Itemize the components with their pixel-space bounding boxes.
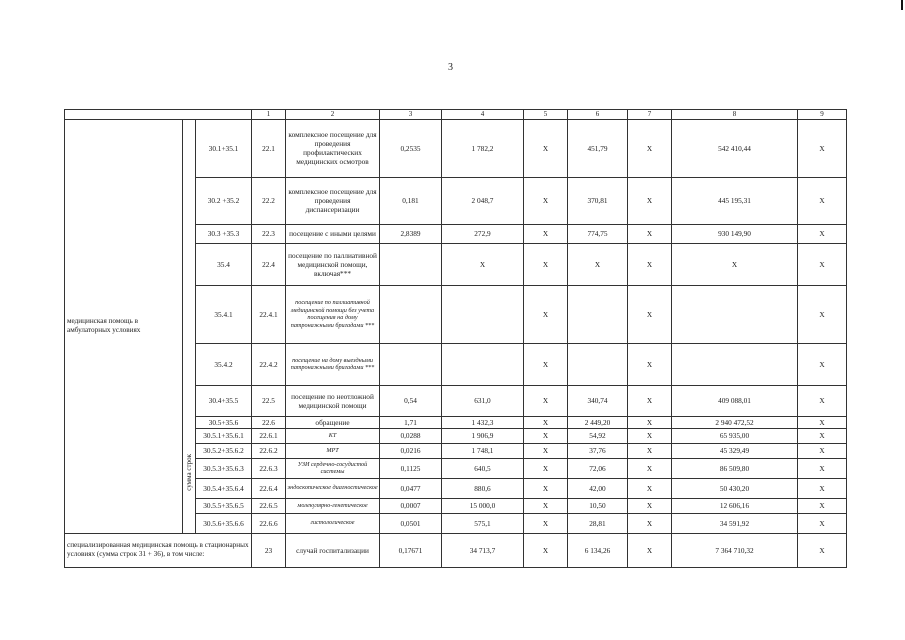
cell-c3: посещение на дому выездными патронажными бригадами *** (286, 343, 380, 385)
cell-c5: X (442, 243, 524, 285)
cell-c7: 10,50 (568, 498, 628, 513)
header-row (65, 110, 847, 120)
cell-c1: 35.4.2 (196, 343, 252, 385)
cell-c6: X (524, 416, 568, 428)
cell-c7: 370,81 (568, 177, 628, 224)
cell-c9: 542 410,44 (672, 119, 798, 177)
cell-c8: X (628, 119, 672, 177)
cell-c3: посещение с иными целями (286, 224, 380, 243)
cell-c3: комплексное посещение для проведения профилактических медицинских осмотров (286, 119, 380, 177)
cell-c4: 0,0501 (380, 513, 442, 533)
cell-c5: 272,9 (442, 224, 524, 243)
header-col-8: 8 (672, 110, 798, 120)
cell-c8: X (628, 416, 672, 428)
cell-c4: 0,0216 (380, 443, 442, 458)
cell-c1: 30.5.1+35.6.1 (196, 428, 252, 443)
cell-c5: 2 048,7 (442, 177, 524, 224)
cell-c6: X (524, 428, 568, 443)
cell-c2: 22.4 (252, 243, 286, 285)
cell-c10: X (798, 478, 847, 498)
last-cell-c4: 0,17671 (380, 533, 442, 567)
cell-c3: эндоскопическое диагностическое (286, 478, 380, 498)
cell-c2: 22.2 (252, 177, 286, 224)
cell-c4 (380, 243, 442, 285)
cell-c1: 30.4+35.5 (196, 385, 252, 416)
cell-c9 (672, 285, 798, 343)
cell-c5 (442, 285, 524, 343)
cell-c7: X (568, 243, 628, 285)
vertical-label-cell (183, 119, 196, 533)
cell-c9 (672, 343, 798, 385)
cell-c3: комплексное посещение для проведения диспансеризации (286, 177, 380, 224)
cell-c10: X (798, 285, 847, 343)
cell-c8: X (628, 428, 672, 443)
cell-c10: X (798, 343, 847, 385)
cell-c2: 22.4.1 (252, 285, 286, 343)
cell-c9: 50 430,20 (672, 478, 798, 498)
cell-c2: 22.6.6 (252, 513, 286, 533)
cell-c5: 1 782,2 (442, 119, 524, 177)
cell-c1: 30.5.5+35.6.5 (196, 498, 252, 513)
cell-c7 (568, 285, 628, 343)
cell-c6: X (524, 343, 568, 385)
cell-c6: X (524, 285, 568, 343)
cell-c1: 30.1+35.1 (196, 119, 252, 177)
last-cell-c9: 7 364 710,32 (672, 533, 798, 567)
cell-c2: 22.3 (252, 224, 286, 243)
cell-c9: X (672, 243, 798, 285)
cell-c10: X (798, 119, 847, 177)
cell-c6: X (524, 243, 568, 285)
cell-c2: 22.5 (252, 385, 286, 416)
last-cell-c3: случай госпитализации (286, 533, 380, 567)
cell-c9: 2 940 472,52 (672, 416, 798, 428)
cell-c1: 30.5.3+35.6.3 (196, 458, 252, 478)
cell-c5 (442, 343, 524, 385)
header-col-2: 2 (286, 110, 380, 120)
cell-c9: 930 149,90 (672, 224, 798, 243)
cell-c7: 42,00 (568, 478, 628, 498)
cell-c2: 22.1 (252, 119, 286, 177)
cell-c6: X (524, 443, 568, 458)
cell-c1: 30.3 +35.3 (196, 224, 252, 243)
cell-c10: X (798, 243, 847, 285)
cell-c2: 22.6 (252, 416, 286, 428)
cell-c5: 631,0 (442, 385, 524, 416)
cell-c4: 1,71 (380, 416, 442, 428)
cell-c4: 0,54 (380, 385, 442, 416)
cell-c4: 0,2535 (380, 119, 442, 177)
cell-c6: X (524, 478, 568, 498)
cell-c3: КТ (286, 428, 380, 443)
last-cell-c2: 23 (252, 533, 286, 567)
cell-c10: X (798, 513, 847, 533)
cell-c4: 2,8389 (380, 224, 442, 243)
cell-c4: 0,0477 (380, 478, 442, 498)
cell-c5: 15 000,0 (442, 498, 524, 513)
last-cell-c10: X (798, 533, 847, 567)
cell-c10: X (798, 416, 847, 428)
cell-c2: 22.6.5 (252, 498, 286, 513)
cell-c3: гистологическое (286, 513, 380, 533)
cell-c5: 1 906,9 (442, 428, 524, 443)
cell-c10: X (798, 428, 847, 443)
cell-c9: 409 088,01 (672, 385, 798, 416)
cell-c7: 28,81 (568, 513, 628, 533)
cell-c5: 880,6 (442, 478, 524, 498)
header-blank (65, 110, 252, 120)
cell-c6: X (524, 513, 568, 533)
page-number: 3 (448, 62, 453, 73)
cell-c4 (380, 343, 442, 385)
cell-c9: 34 591,92 (672, 513, 798, 533)
cell-c8: X (628, 243, 672, 285)
cell-c5: 1 748,1 (442, 443, 524, 458)
cell-c4: 0,1125 (380, 458, 442, 478)
last-cell-c6: X (524, 533, 568, 567)
table-row-last (65, 533, 847, 567)
vertical-label: сумма строк (184, 453, 193, 491)
cell-c3: посещение по паллиативной медицинской помощи, включая*** (286, 243, 380, 285)
cell-c1: 35.4 (196, 243, 252, 285)
cell-c7: 72,06 (568, 458, 628, 478)
last-cell-c5: 34 713,7 (442, 533, 524, 567)
cell-c7: 2 449,20 (568, 416, 628, 428)
cell-c6: X (524, 119, 568, 177)
cell-c8: X (628, 343, 672, 385)
header-col-9: 9 (798, 110, 847, 120)
cell-c4 (380, 285, 442, 343)
cell-c2: 22.6.4 (252, 478, 286, 498)
cell-c4: 0,0288 (380, 428, 442, 443)
cell-c10: X (798, 177, 847, 224)
tariff-table (64, 109, 847, 568)
cell-c5: 575,1 (442, 513, 524, 533)
cell-c2: 22.6.3 (252, 458, 286, 478)
cell-c6: X (524, 177, 568, 224)
cell-c10: X (798, 385, 847, 416)
cell-c7: 54,92 (568, 428, 628, 443)
cell-c10: X (798, 458, 847, 478)
header-col-5: 5 (524, 110, 568, 120)
cell-c6: X (524, 458, 568, 478)
header-col-7: 7 (628, 110, 672, 120)
cell-c3: посещение по паллиативной медицинской помощи без учета посещения на дому патронажными бригадами *** (286, 285, 380, 343)
cell-c10: X (798, 224, 847, 243)
cell-c1: 30.5.6+35.6.6 (196, 513, 252, 533)
cell-c7: 451,79 (568, 119, 628, 177)
cell-c6: X (524, 385, 568, 416)
cell-c7: 37,76 (568, 443, 628, 458)
cell-c2: 22.6.2 (252, 443, 286, 458)
cell-c2: 22.4.2 (252, 343, 286, 385)
table-row (65, 119, 847, 177)
cell-c8: X (628, 498, 672, 513)
cell-c8: X (628, 224, 672, 243)
cell-c7: 340,74 (568, 385, 628, 416)
cell-c3: посещение по неотложной медицинской помощи (286, 385, 380, 416)
cell-c5: 1 432,3 (442, 416, 524, 428)
cell-c8: X (628, 285, 672, 343)
cell-c5: 640,5 (442, 458, 524, 478)
cell-c3: УЗИ сердечно-сосудистой системы (286, 458, 380, 478)
header-col-1: 1 (252, 110, 286, 120)
cell-c9: 45 329,49 (672, 443, 798, 458)
last-cell-c7: 6 134,26 (568, 533, 628, 567)
cell-c10: X (798, 498, 847, 513)
edge-mark (901, 0, 903, 10)
cell-c3: молекулярно-генетическое (286, 498, 380, 513)
header-col-3: 3 (380, 110, 442, 120)
cell-c1: 30.5.4+35.6.4 (196, 478, 252, 498)
cell-c3: обращение (286, 416, 380, 428)
cell-c7: 774,75 (568, 224, 628, 243)
cell-c8: X (628, 443, 672, 458)
cell-c4: 0,0007 (380, 498, 442, 513)
cell-c2: 22.6.1 (252, 428, 286, 443)
last-cell-c8: X (628, 533, 672, 567)
cell-c8: X (628, 385, 672, 416)
cell-c6: X (524, 224, 568, 243)
cell-c9: 445 195,31 (672, 177, 798, 224)
cell-c3: МРТ (286, 443, 380, 458)
header-col-4: 4 (442, 110, 524, 120)
section-label: медицинская помощь в амбулаторных условиях (65, 119, 183, 533)
cell-c1: 35.4.1 (196, 285, 252, 343)
cell-c8: X (628, 177, 672, 224)
cell-c4: 0,181 (380, 177, 442, 224)
cell-c9: 65 935,00 (672, 428, 798, 443)
cell-c8: X (628, 513, 672, 533)
cell-c8: X (628, 458, 672, 478)
cell-c1: 30.5+35.6 (196, 416, 252, 428)
cell-c8: X (628, 478, 672, 498)
cell-c1: 30.5.2+35.6.2 (196, 443, 252, 458)
cell-c9: 12 606,16 (672, 498, 798, 513)
cell-c10: X (798, 443, 847, 458)
last-row-label: специализированная медицинская помощь в стационарных условиях (сумма строк 31 + 36), в том числе: (65, 533, 252, 567)
cell-c9: 86 509,80 (672, 458, 798, 478)
header-col-6: 6 (568, 110, 628, 120)
cell-c7 (568, 343, 628, 385)
cell-c6: X (524, 498, 568, 513)
cell-c1: 30.2 +35.2 (196, 177, 252, 224)
